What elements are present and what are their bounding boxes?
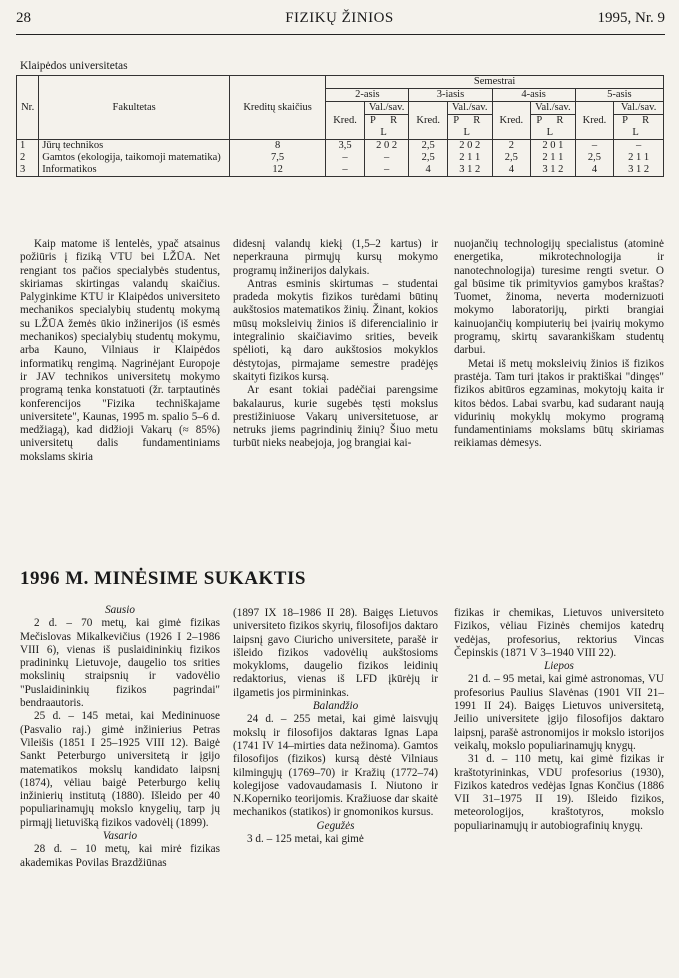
month-heading: Liepos <box>544 660 574 673</box>
cell: 4 <box>575 164 614 177</box>
sem5-header: 5-asis <box>575 89 663 102</box>
paragraph: Ar esant tokiai padėčiai parengsime bakalaurus, kurie sugebės tęsti mokslus prestižiniuose Vakarų universitetuose, ar netruks jiems pagrindinių žinių? Šiuo metu turbūt nieks neabejoja, jog brangiai kai- <box>233 384 438 450</box>
sem4-header: 4-asis <box>492 89 575 102</box>
anniversary-column-3 <box>454 607 664 833</box>
semester-table <box>16 75 664 177</box>
section-title: 1996 M. MINĖSIME SUKAKTIS <box>20 568 306 589</box>
kred-header: Kred. <box>326 102 365 140</box>
cell: 2,5 <box>492 152 531 164</box>
prl-header: P R L <box>364 115 409 140</box>
col-nr: Nr. <box>17 76 39 140</box>
cell: – <box>364 164 409 177</box>
col-faculty: Fakultetas <box>39 76 230 140</box>
row-faculty: Gamtos (ekologija, taikomoji matematika) <box>39 152 230 164</box>
row-nr: 2 <box>17 152 39 164</box>
month-heading: Balandžio <box>312 700 359 713</box>
cell: – <box>364 152 409 164</box>
article-column-1 <box>20 238 220 464</box>
cell: 2,5 <box>575 152 614 164</box>
row-credits: 12 <box>229 164 325 177</box>
cell: 2 <box>492 140 531 153</box>
cell: 3,5 <box>326 140 365 153</box>
cell: 2 0 2 <box>447 140 492 153</box>
sem3-header: 3-iasis <box>409 89 492 102</box>
valsav-header: Val./sav. <box>364 102 409 115</box>
cell: 2,5 <box>409 140 448 153</box>
paragraph: 24 d. – 255 metai, kai gimė laisvųjų mokslų ir filosofijos daktaras Ignas Lapa (1741 IV 14–mirties data nežinoma). Gamtos filosofijos (fizikos) kursą dėstė Vilniaus kilmingųjų (1769–70) ir Kražių (1772–74) kolegijose vadovaudamasis I. Niutono ir N.Koperniko teorijomis. Kražiuose dar skaitė mechanikos (statikos) ir gnomonikos kursus. <box>233 713 438 819</box>
month-heading: Sausio <box>105 604 135 616</box>
paragraph: 28 d. – 10 metų, kai mirė fizikas akademikas Povilas Brazdžiūnas <box>20 843 220 869</box>
table-caption: Klaipėdos universitetas <box>20 60 128 72</box>
page-number: 28 <box>16 10 31 26</box>
cell: 2 0 1 <box>531 140 576 153</box>
cell: 4 <box>409 164 448 177</box>
table-row <box>17 164 664 177</box>
cell: – <box>326 164 365 177</box>
kred-header: Kred. <box>575 102 614 140</box>
paragraph: 25 d. – 145 metai, kai Medininuose (Pasvalio raj.) gimė inžinierius Petras Vileišis (1851 I 25–1925 VIII 12). Baigė Sankt Peterburgo universitetą ir įgijo matematikos mokslų kandidato laipsnį (1874), vėliau baigė Peterburgo kelių inžinierių institutą (1880). Išleido per 40 populiarinamųjų mokslo knygelių, tarp jų pirmąjį lietuvišką fizikos vadovėlį (1899). <box>20 710 220 829</box>
paragraph: fizikas ir chemikas, Lietuvos universiteto Fizikos, vėliau Fizinės chemijos katedrų vedėjas, profesorius, rektorius Vincas Čepinskis (1871 V 3–1940 VIII 22). <box>454 607 664 659</box>
kred-header: Kred. <box>409 102 448 140</box>
row-faculty: Jūrų technikos <box>39 140 230 153</box>
month-heading: Gegužės <box>316 819 355 832</box>
table-row <box>17 140 664 153</box>
article-column-3 <box>454 238 664 451</box>
col-credits: Kreditų skaičius <box>229 76 325 140</box>
month-heading: Vasario <box>102 830 138 843</box>
prl-header: P R L <box>531 115 576 140</box>
cell: 2 1 1 <box>614 152 664 164</box>
paragraph: (1897 IX 18–1986 II 28). Baigęs Lietuvos universiteto fizikos skyrių, filosofijos daktaro laipsnį gavo Ciuricho universitete, parašė ir išleido fizikos vadovėlių aukštosioms mokykloms, daugelio fizikos leidinių redaktorius, vienas iš LFD įkūrėjų ir ilgametis jos pirmininkas. <box>233 607 438 699</box>
cell: 2 1 1 <box>447 152 492 164</box>
prl-header: P R L <box>447 115 492 140</box>
row-faculty: Informatikos <box>39 164 230 177</box>
cell: 3 1 2 <box>614 164 664 177</box>
valsav-header: Val./sav. <box>531 102 576 115</box>
cell: – <box>614 140 664 153</box>
article-column-2 <box>233 238 438 451</box>
kred-header: Kred. <box>492 102 531 140</box>
anniversary-column-1 <box>20 604 220 870</box>
semesters-header: Semestrai <box>326 76 664 89</box>
paragraph: Antras esminis skirtumas – studentai pradeda mokytis fizikos turėdami būtinų aukštosios matematikos žinių. Žinant, kokios mūsų moksleivių žinios iš diferencialinio ir integralinio skaičiavimo srities, beveik spėlioti, ką daro aukštosios mokyklos dėstytojas, pirmajame semestre pradėjęs skaityti fizikos kursą. <box>233 277 438 383</box>
valsav-header: Val./sav. <box>447 102 492 115</box>
cell: – <box>326 152 365 164</box>
cell: 4 <box>492 164 531 177</box>
paragraph: Kaip matome iš lentelės, ypač atsainus požiūris į fiziką VTU bei LŽŪA. Net rengiant tos pačios specialybės studentus, skiriamas skirtingas valandų skaičius. Palyginkime KTU ir Klaipėdos universiteto mechanikos specialybių studentų mokymą su LŽŪA žemės ūkio inžinerijos (iš esmės mechanikos) specialybių studentų mokymu, arba Kauno, Vilniaus ir Klaipėdos informatikų rengimą. Nagrinėjant Europoje ir JAV technikos universitetų mokymo programą tenka konstatuoti (žr. tarptautinės konferencijos "Fizika techniškajame universitete", Kaunas, 1995 m. spalio 5–6 d. medžiagą), kad didžioji Vakarų (≈ 85%) universitetų dalis fundamentiniams mokslams skiria <box>20 238 220 463</box>
cell: 2 1 1 <box>531 152 576 164</box>
cell: 2,5 <box>409 152 448 164</box>
table-row <box>17 152 664 164</box>
paragraph: didesnį valandų kiekį (1,5–2 kartus) ir neperkrauna pirmųjų kursų mokymo programų inžinerijos dalykais. <box>233 238 438 277</box>
header-rule <box>16 34 665 35</box>
journal-title: FIZIKŲ ŽINIOS <box>285 10 394 26</box>
cell: 2 0 2 <box>364 140 409 153</box>
cell: 3 1 2 <box>447 164 492 177</box>
paragraph: Metai iš metų moksleivių žinios iš fizikos prastėja. Tam turi įtakos ir praktiškai "dingęs" fizikos abitūros egzaminas, mokytojų kaita ir kitos bėdos. Labai svarbu, kad sudarant naują vidurinių mokyklų mokymo programą fundamentiniams mokslams būtų skiriamas reikiamas dėmesys. <box>454 357 664 450</box>
sem2-header: 2-asis <box>326 89 409 102</box>
row-credits: 8 <box>229 140 325 153</box>
prl-header: P R L <box>614 115 664 140</box>
paragraph: 31 d. – 110 metų, kai gimė fizikas ir kraštotyrininkas, VDU profesorius (1930), Fizikos katedros vedėjas Ignas Končius (1886 VII 31–1975 II 19). Išleido fizikos, meteorologijos, kraštotyros, mokslo populiarinamųjų ir autobiografinių knygų. <box>454 753 664 832</box>
row-nr: 3 <box>17 164 39 177</box>
paragraph: nuojančių technologijų specialistus (atominė energetika, mikrotechnologija ir nanotechnologija) turesime rengti svetur. O gal būsime tik primityvios gamybos kraštas? Tuomet, žinoma, neverta modernizuoti mokymo laboratorijų, pirkti brangiai kainuojančių kompiuterių bei įvairių mokymo programų, skirtų savarankiškam studentų darbui. <box>454 238 664 357</box>
cell: – <box>575 140 614 153</box>
cell: 3 1 2 <box>531 164 576 177</box>
issue-label: 1995, Nr. 9 <box>597 10 665 26</box>
anniversary-column-2 <box>233 607 438 846</box>
row-credits: 7,5 <box>229 152 325 164</box>
paragraph: 21 d. – 95 metai, kai gimė astronomas, VU profesorius Paulius Slavėnas (1901 VII 21–1991 II 24). Baigęs Lietuvos universitetą, Jeilio universitete įgijo filosofijos daktaro laipsnį, parašė astronomijos ir mokslo istorijos veikalų, mokslo populiarinamųjų knygų. <box>454 673 664 752</box>
paragraph: 2 d. – 70 metų, kai gimė fizikas Mečislovas Mikalkevičius (1926 I 2–1986 VIII 6), vienas iš puslaidininkių fizikos pradininkų Lietuvoje, daugelio tos srities mokslinių straipsnių ir vadovėlio "Puslaidininkių fizikos pagrindai" bendraautoris. <box>20 617 220 710</box>
valsav-header: Val./sav. <box>614 102 664 115</box>
row-nr: 1 <box>17 140 39 153</box>
paragraph: 3 d. – 125 metai, kai gimė <box>247 833 364 846</box>
